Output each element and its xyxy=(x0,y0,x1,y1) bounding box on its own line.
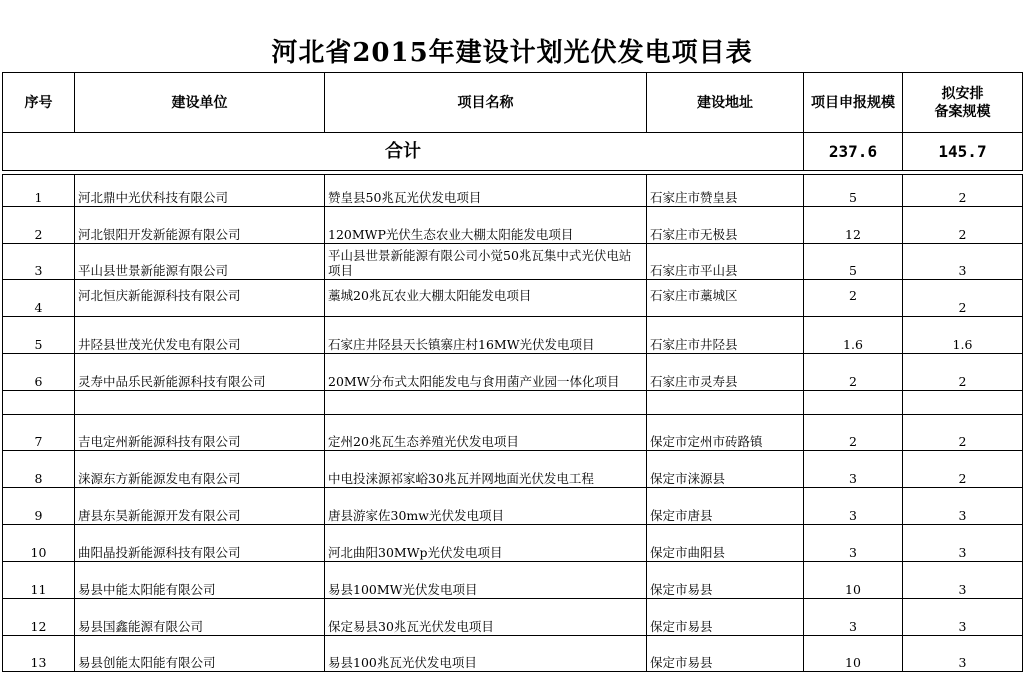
table-row xyxy=(3,354,1023,391)
cell-declared: 2 xyxy=(804,354,903,391)
cell-seq: 1 xyxy=(3,175,75,207)
cell-project: 保定易县30兆瓦光伏发电项目 xyxy=(325,599,647,636)
project-table xyxy=(2,72,1023,672)
header-planned-line2: 备案规模 xyxy=(934,103,991,120)
cell-declared: 5 xyxy=(804,175,903,207)
header-planned xyxy=(903,73,1023,133)
cell-seq: 5 xyxy=(3,317,75,354)
cell-declared: 2 xyxy=(804,415,903,451)
cell-seq: 7 xyxy=(3,415,75,451)
cell-location: 保定市定州市砖路镇 xyxy=(647,415,804,451)
cell-declared: 3 xyxy=(804,488,903,525)
cell-seq: 6 xyxy=(3,354,75,391)
header-unit: 建设单位 xyxy=(75,73,325,133)
cell-seq: 10 xyxy=(3,525,75,562)
cell-location: 石家庄市灵寿县 xyxy=(647,354,804,391)
cell-project: 唐县游家佐30mw光伏发电项目 xyxy=(325,488,647,525)
table-row xyxy=(3,207,1023,244)
cell-unit: 易县创能太阳能有限公司 xyxy=(75,636,325,672)
cell-seq: 2 xyxy=(3,207,75,244)
cell-unit: 灵寿中品乐民新能源科技有限公司 xyxy=(75,354,325,391)
cell-declared: 10 xyxy=(804,636,903,672)
cell-seq: 3 xyxy=(3,244,75,280)
cell-declared: 1.6 xyxy=(804,317,903,354)
cell-planned: 3 xyxy=(903,488,1023,525)
cell-location: 石家庄市井陉县 xyxy=(647,317,804,354)
cell-seq: 8 xyxy=(3,451,75,488)
empty-row xyxy=(3,391,1023,415)
cell-unit: 河北鼎中光伏科技有限公司 xyxy=(75,175,325,207)
table-row xyxy=(3,175,1023,207)
table-row xyxy=(3,317,1023,354)
cell-seq: 12 xyxy=(3,599,75,636)
cell-declared: 5 xyxy=(804,244,903,280)
cell-planned: 1.6 xyxy=(903,317,1023,354)
cell-seq: 9 xyxy=(3,488,75,525)
cell-planned: 3 xyxy=(903,562,1023,599)
cell-seq: 13 xyxy=(3,636,75,672)
table-row xyxy=(3,451,1023,488)
cell-planned: 2 xyxy=(903,207,1023,244)
header-row xyxy=(3,73,1023,133)
cell-unit: 易县中能太阳能有限公司 xyxy=(75,562,325,599)
cell-planned: 2 xyxy=(903,354,1023,391)
cell-declared: 10 xyxy=(804,562,903,599)
cell-location: 保定市易县 xyxy=(647,562,804,599)
cell-unit: 涞源东方新能源发电有限公司 xyxy=(75,451,325,488)
cell-location: 石家庄市无极县 xyxy=(647,207,804,244)
header-planned-line1: 拟安排 xyxy=(941,85,984,102)
cell-location: 保定市易县 xyxy=(647,636,804,672)
cell-seq: 11 xyxy=(3,562,75,599)
cell-declared: 2 xyxy=(804,280,903,317)
cell-unit: 平山县世景新能源有限公司 xyxy=(75,244,325,280)
cell-location: 保定市曲阳县 xyxy=(647,525,804,562)
total-declared: 237.6 xyxy=(804,133,903,171)
header-declared: 项目申报规模 xyxy=(804,73,903,133)
cell-location: 保定市唐县 xyxy=(647,488,804,525)
cell-planned: 2 xyxy=(903,175,1023,207)
table-row xyxy=(3,488,1023,525)
header-location: 建设地址 xyxy=(647,73,804,133)
cell-location: 保定市涞源县 xyxy=(647,451,804,488)
cell-project: 中电投涞源祁家峪30兆瓦并网地面光伏发电工程 xyxy=(325,451,647,488)
table-row xyxy=(3,280,1023,317)
cell-project: 120MWP光伏生态农业大棚太阳能发电项目 xyxy=(325,207,647,244)
cell-unit: 河北恒庆新能源科技有限公司 xyxy=(75,280,325,317)
cell-planned: 3 xyxy=(903,525,1023,562)
table-row xyxy=(3,415,1023,451)
cell-unit: 河北银阳开发新能源有限公司 xyxy=(75,207,325,244)
cell-project: 易县100MW光伏发电项目 xyxy=(325,562,647,599)
cell-seq: 4 xyxy=(3,280,75,317)
cell-unit: 曲阳晶投新能源科技有限公司 xyxy=(75,525,325,562)
total-planned: 145.7 xyxy=(903,133,1023,171)
cell-planned: 3 xyxy=(903,636,1023,672)
cell-project: 藁城20兆瓦农业大棚太阳能发电项目 xyxy=(325,280,647,317)
cell-unit: 易县国鑫能源有限公司 xyxy=(75,599,325,636)
cell-location: 石家庄市平山县 xyxy=(647,244,804,280)
total-row xyxy=(3,133,1023,171)
cell-declared: 3 xyxy=(804,451,903,488)
cell-project: 20MW分布式太阳能发电与食用菌产业园一体化项目 xyxy=(325,354,647,391)
cell-declared: 12 xyxy=(804,207,903,244)
cell-planned: 2 xyxy=(903,451,1023,488)
table-row xyxy=(3,636,1023,672)
cell-unit: 井陉县世茂光伏发电有限公司 xyxy=(75,317,325,354)
cell-unit: 唐县东昊新能源开发有限公司 xyxy=(75,488,325,525)
cell-location: 石家庄市藁城区 xyxy=(647,280,804,317)
table-row xyxy=(3,562,1023,599)
total-label: 合计 xyxy=(3,133,804,171)
cell-project: 石家庄井陉县天长镇寨庄村16MW光伏发电项目 xyxy=(325,317,647,354)
cell-location: 石家庄市赞皇县 xyxy=(647,175,804,207)
header-project: 项目名称 xyxy=(325,73,647,133)
cell-location: 保定市易县 xyxy=(647,599,804,636)
table-row xyxy=(3,599,1023,636)
table-row xyxy=(3,525,1023,562)
cell-declared: 3 xyxy=(804,525,903,562)
cell-declared: 3 xyxy=(804,599,903,636)
cell-planned: 2 xyxy=(903,280,1023,317)
cell-project: 定州20兆瓦生态养殖光伏发电项目 xyxy=(325,415,647,451)
cell-planned: 3 xyxy=(903,599,1023,636)
cell-project: 易县100兆瓦光伏发电项目 xyxy=(325,636,647,672)
cell-project: 河北曲阳30MWp光伏发电项目 xyxy=(325,525,647,562)
header-seq: 序号 xyxy=(3,73,75,133)
cell-project: 平山县世景新能源有限公司小觉50兆瓦集中式光伏电站项目 xyxy=(325,244,647,280)
cell-project: 赞皇县50兆瓦光伏发电项目 xyxy=(325,175,647,207)
table-row xyxy=(3,244,1023,280)
cell-planned: 2 xyxy=(903,415,1023,451)
sheet-title: 河北省2015年建设计划光伏发电项目表 xyxy=(271,38,753,68)
cell-planned: 3 xyxy=(903,244,1023,280)
cell-unit: 吉电定州新能源科技有限公司 xyxy=(75,415,325,451)
